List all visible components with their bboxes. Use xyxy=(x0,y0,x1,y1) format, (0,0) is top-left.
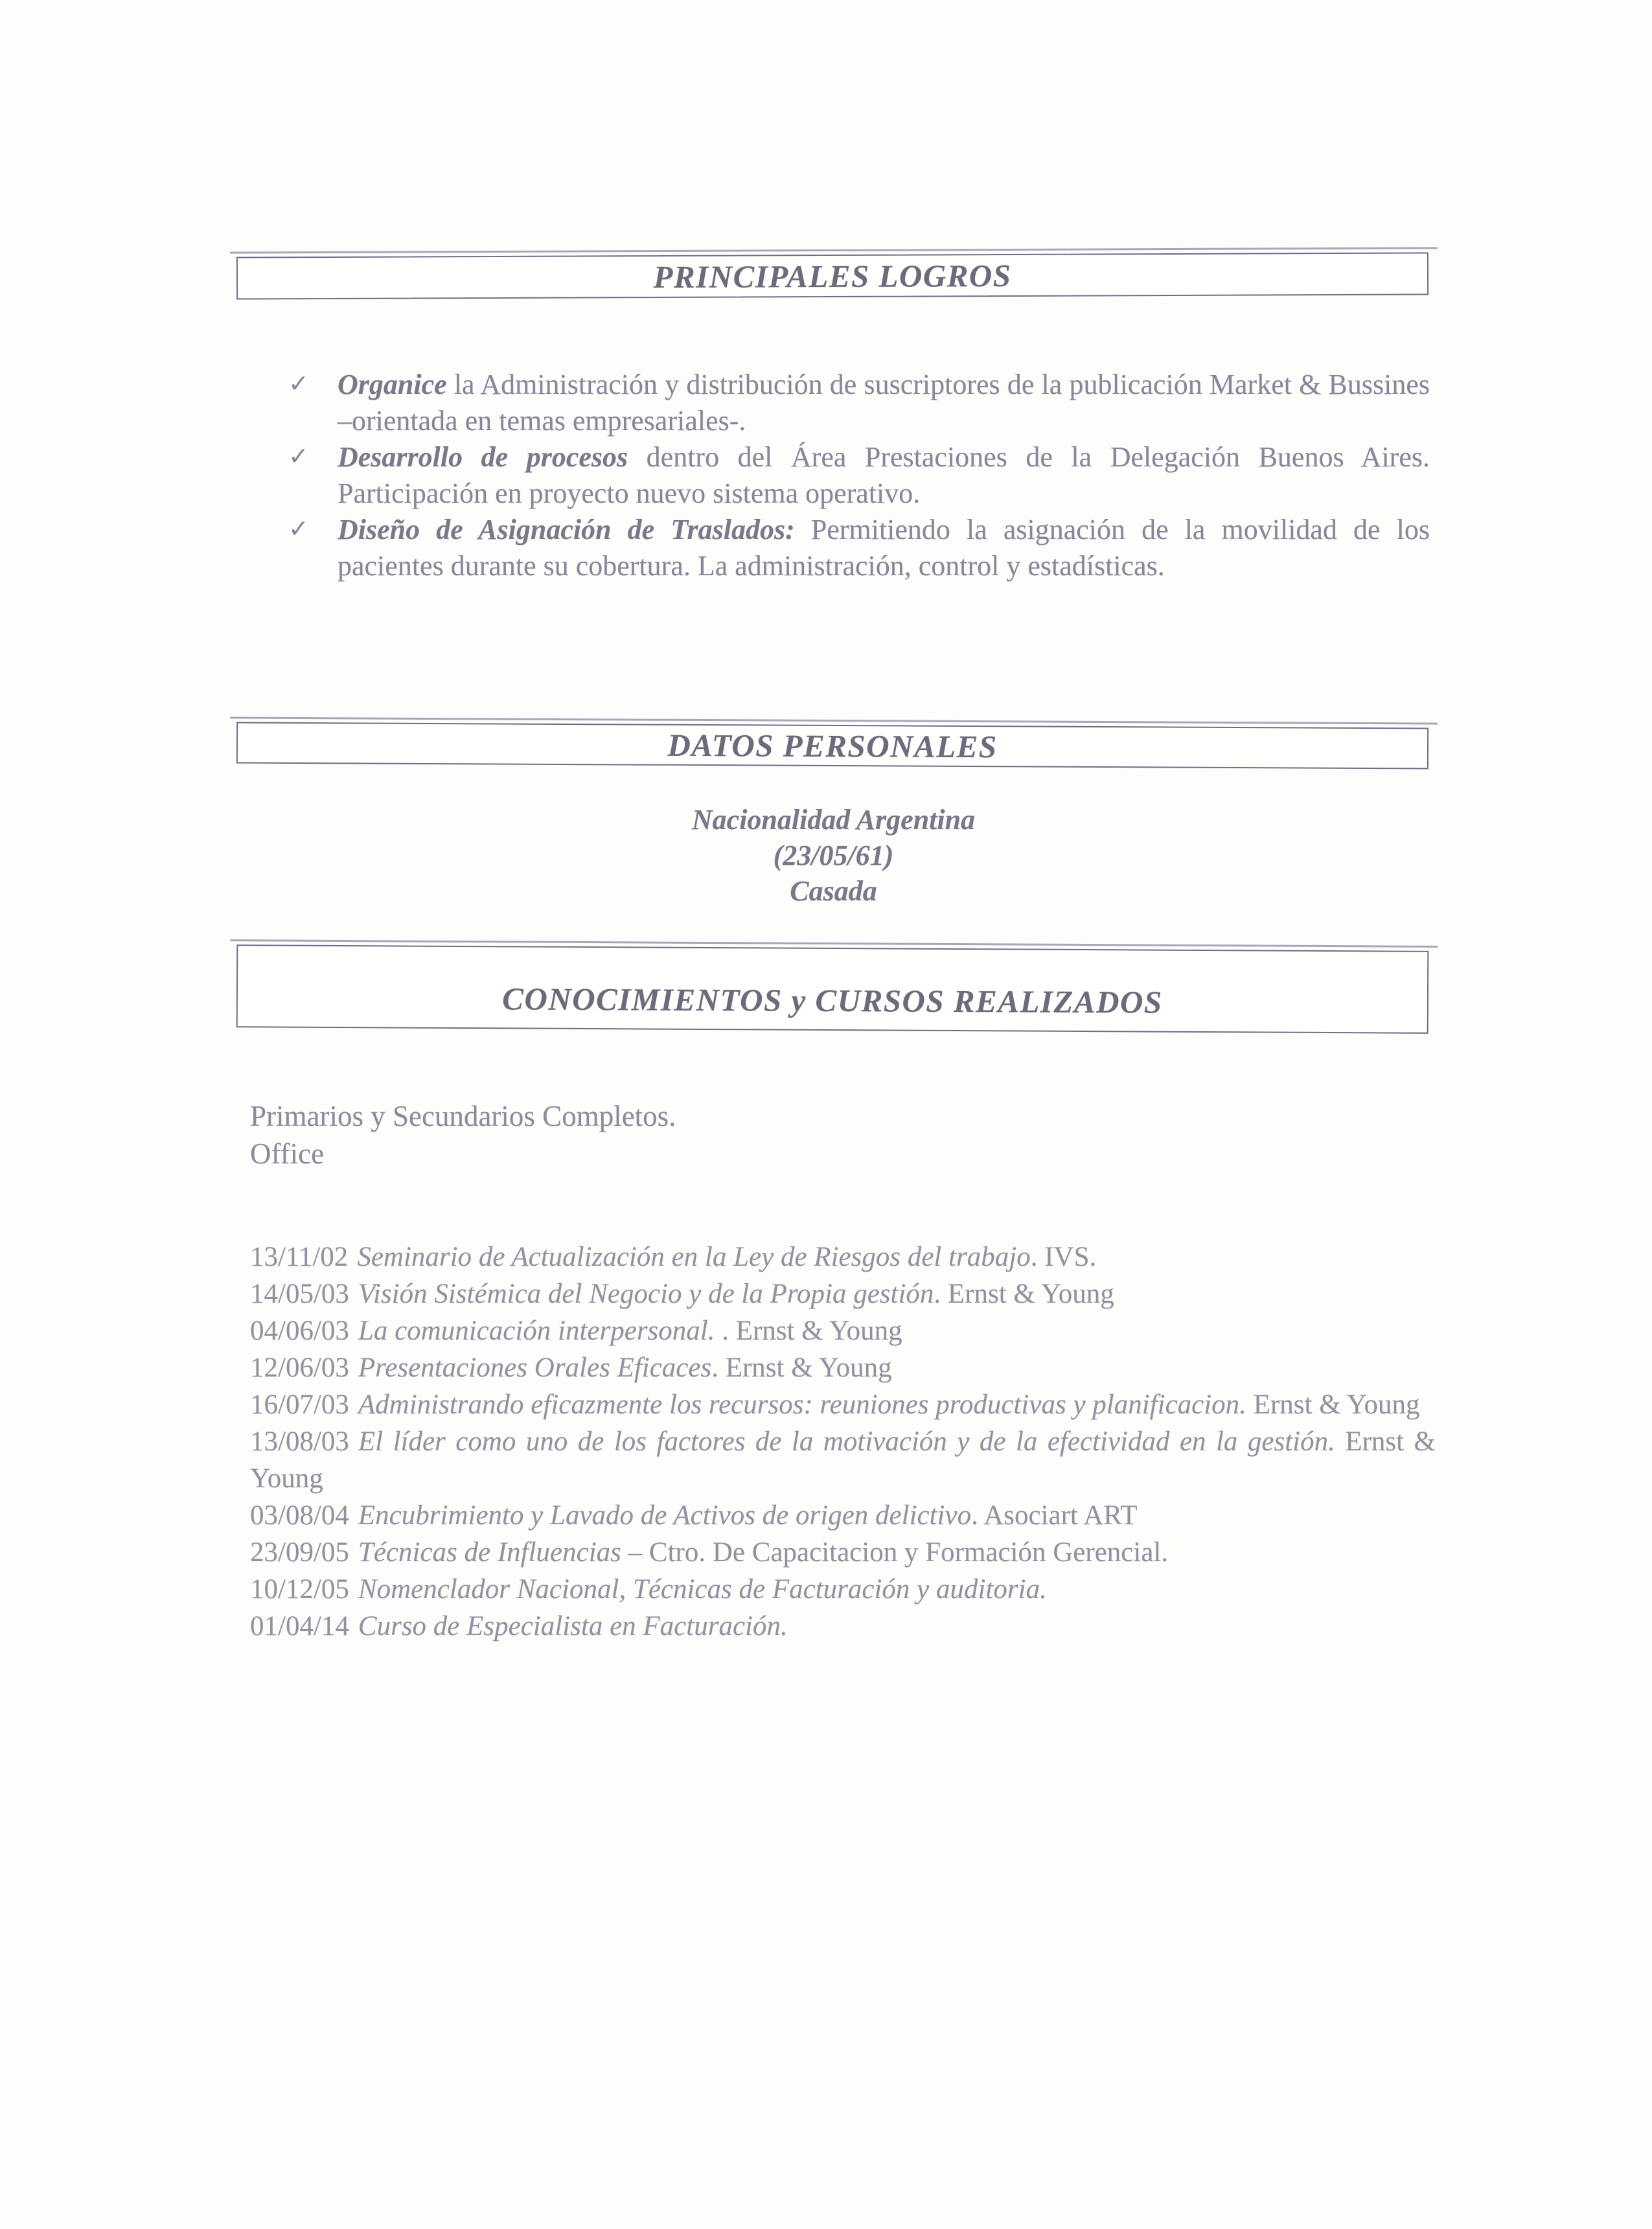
course-date: 01/04/14 xyxy=(250,1611,349,1641)
course-date: 04/06/03 xyxy=(250,1316,349,1346)
check-icon: ✓ xyxy=(288,369,309,398)
course-row xyxy=(250,1608,1436,1645)
course-row xyxy=(250,1275,1436,1312)
course-date: 13/11/02 xyxy=(250,1242,349,1272)
course-row xyxy=(250,1571,1436,1608)
course-org: Ctro. De Capacitacion y Formación Gerencial. xyxy=(642,1537,1169,1568)
achievement-body: dentro del Área Prestaciones de la Delegación Buenos Aires. Participación en proyecto nuevo sistema operativo. xyxy=(338,441,1430,509)
course-date: 16/07/03 xyxy=(250,1389,349,1420)
list-item xyxy=(249,367,1430,439)
check-icon: ✓ xyxy=(288,442,309,470)
section-header-principales-logros xyxy=(236,252,1428,299)
course-org: . Asociart ART xyxy=(971,1500,1138,1531)
course-org: . Ernst & Young xyxy=(934,1279,1114,1309)
courses-list xyxy=(250,1239,1436,1645)
education-line: Office xyxy=(250,1137,325,1170)
course-date: 14/05/03 xyxy=(250,1279,349,1309)
achievements-list xyxy=(249,367,1430,584)
section-title-principales-logros: PRINCIPALES LOGROS xyxy=(653,257,1012,295)
course-date: 03/08/04 xyxy=(250,1500,349,1531)
course-title: Administrando eficazmente los recursos: reuniones productivas y planificacion. xyxy=(358,1389,1246,1420)
course-title: Encubrimiento y Lavado de Activos de origen delictivo xyxy=(358,1500,972,1531)
course-org: Ernst & Young xyxy=(250,1426,1436,1494)
course-date: 13/08/03 xyxy=(250,1426,349,1457)
section-title-datos-personales: DATOS PERSONALES xyxy=(667,727,998,764)
course-date: 10/12/05 xyxy=(250,1574,349,1605)
education-line: Primarios y Secundarios Completos. xyxy=(250,1100,676,1132)
education-block xyxy=(250,1097,676,1172)
course-title: Visión Sistémica del Negocio y de la Propia gestión xyxy=(358,1279,934,1309)
course-title: Seminario de Actualización en la Ley de Riesgos del trabajo xyxy=(357,1242,1031,1272)
course-title: Nomenclador Nacional, Técnicas de Facturación y auditoria. xyxy=(358,1574,1047,1605)
course-org: Ernst & Young xyxy=(1246,1389,1420,1420)
course-row xyxy=(250,1497,1436,1534)
section-header-datos-personales xyxy=(236,722,1428,770)
course-row xyxy=(250,1239,1436,1275)
personal-birthdate: (23/05/61) xyxy=(773,840,894,871)
course-title: Presentaciones Orales Eficaces xyxy=(358,1353,712,1383)
course-org: . Ernst & Young xyxy=(711,1353,892,1383)
course-title: El líder como uno de los factores de la motivación y de la efectividad en la gestión. xyxy=(358,1426,1335,1457)
course-row xyxy=(250,1349,1436,1386)
course-title: Técnicas de Influencias – xyxy=(358,1537,643,1568)
course-row xyxy=(250,1312,1436,1349)
achievement-lead: Diseño de Asignación de Traslados: xyxy=(338,514,795,545)
course-org: . IVS. xyxy=(1030,1242,1097,1272)
course-row xyxy=(250,1534,1436,1571)
course-row xyxy=(250,1423,1436,1497)
personal-nationality: Nacionalidad Argentina xyxy=(691,804,976,836)
achievement-text xyxy=(338,367,1430,439)
section-header-conocimientos-cursos xyxy=(236,944,1429,1034)
achievement-text xyxy=(338,439,1430,512)
achievement-body: Permitiendo la asignación de la movilidad de los pacientes durante su cobertura. La administración, control y estadísticas. xyxy=(338,514,1430,582)
list-item xyxy=(249,512,1430,584)
course-title: La comunicación interpersonal. xyxy=(358,1316,715,1346)
course-date: 23/09/05 xyxy=(250,1537,349,1568)
personal-marital-status: Casada xyxy=(790,875,877,907)
section-title-conocimientos-cursos: CONOCIMIENTOS y CURSOS REALIZADOS xyxy=(502,981,1163,1020)
course-org: . Ernst & Young xyxy=(715,1316,902,1346)
personal-data-block xyxy=(236,802,1430,909)
achievement-body: la Administración y distribución de suscriptores de la publicación Market & Bussines –orientada en temas empresariales-. xyxy=(338,369,1430,437)
course-title: Curso de Especialista en Facturación. xyxy=(358,1611,788,1641)
achievement-lead: Desarrollo de procesos xyxy=(338,441,628,473)
achievement-lead: Organice xyxy=(338,369,447,400)
course-row xyxy=(250,1386,1436,1423)
check-icon: ✓ xyxy=(288,514,309,543)
list-item xyxy=(249,439,1430,512)
achievement-text xyxy=(338,512,1430,584)
course-date: 12/06/03 xyxy=(250,1353,349,1383)
